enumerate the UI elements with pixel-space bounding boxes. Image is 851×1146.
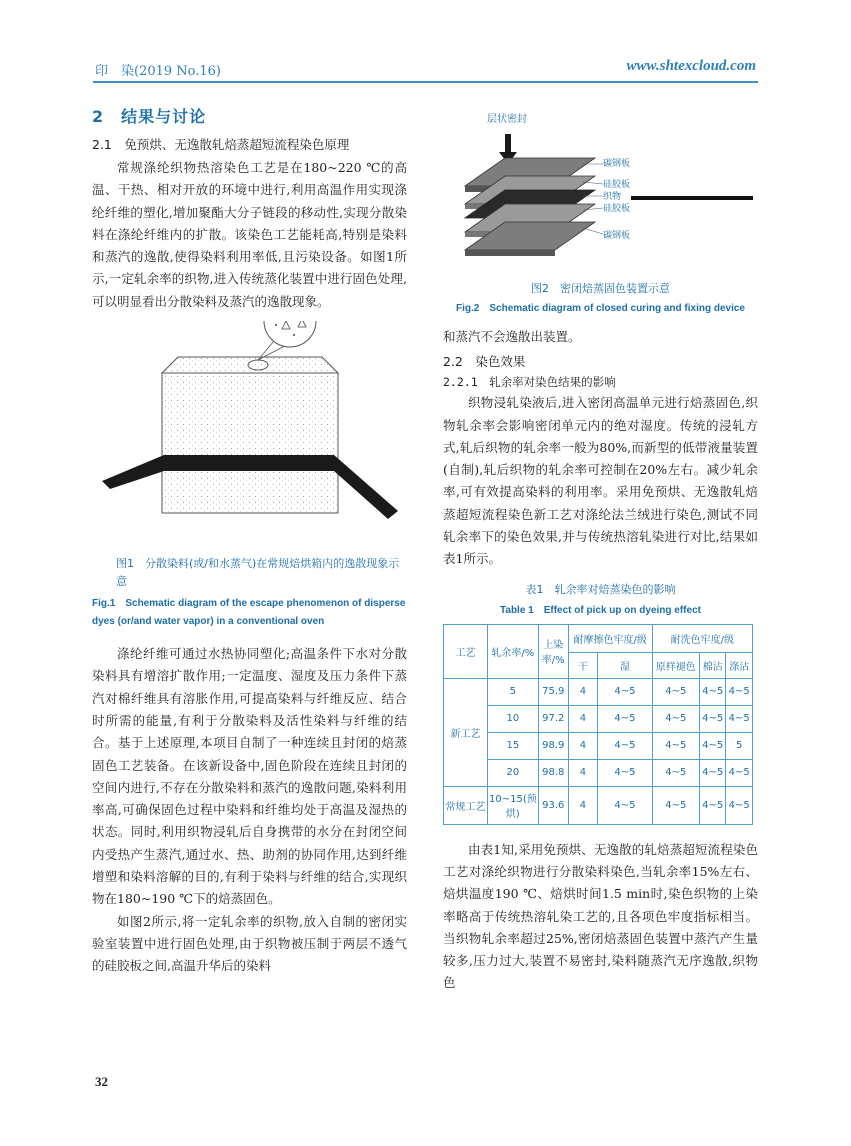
right-column [443,108,758,995]
table-row [444,732,753,759]
table-header: 耐洗色牢度/级 [652,624,752,652]
paragraph: 涤纶纤维可通过水热协同塑化;高温条件下水对分散染料具有增溶扩散作用;一定温度、湿度及压力条件下蒸汽对棉纤维具有溶胀作用,可提高染料与纤维反应、结合时所需的能量,有利于分散染料及活性染料与纤维的结合。基于上述原理,本项目自制了一种连续且封闭的焙蒸固色工艺装备。在该新设备中,固色阶段在连续且封闭的空间内进行,不存在分散染料和蒸汽的逸散问题,染料利用率高,可确保固色过程中染料和纤维均处于高温及湿热的状态。同时,利用织物浸轧后自身携带的水分在封闭空间内受热产生蒸汽,通过水、热、助剂的协同作用,达到纤维增塑和染料溶解的目的,有利于染料与纤维的结合,实现织物在180~190 ℃下的焙蒸固色。 [92,646,407,907]
table-cell: 4 [568,759,597,786]
table-1-caption-cn: 表1 轧余率对焙蒸染色的影响 [525,582,676,596]
table-header: 干 [568,652,597,678]
silicone-plate-label: 硅胶板 [603,180,631,190]
table-cell: 20 [488,759,539,786]
table-cell: 4~5 [699,705,726,732]
paragraph: 由表1知,采用免预烘、无逸散的轧焙蒸超短流程染色工艺对涤纶织物进行分散染料染色,当轧余率15%左右、焙烘温度190 ℃、焙烘时间1.5 min时,染色织物的上染率略高于传统热溶轧染工艺的,且各项色牢度指标相当。当织物轧余率超过25%,密闭焙蒸固色装置中蒸汽产生量较多,压力过大,装置不易密封,染料随蒸汽无序逸散,织物色 [443,841,758,991]
table-cell: 4~5 [598,678,653,705]
table-cell: 10~15(预烘) [488,786,539,824]
journal-header: 印 染(2019 No.16) [95,64,222,79]
left-column [92,96,407,978]
table-cell: 4~5 [652,678,699,705]
table-1 [443,624,753,825]
table-cell: 98.8 [538,759,568,786]
table-cell: 4~5 [726,786,753,824]
table-row [444,759,753,786]
page-number: 32 [95,1074,108,1089]
table-cell: 10 [488,705,539,732]
paragraph: 织物浸轧染液后,进入密闭高温单元进行焙蒸固色,织物轧余率会影响密闭单元内的绝对湿度。传统的浸轧方式,轧后织物的轧余率一般为80%,而新型的低带液量装置(自制),轧后织物的轧余率可控制在20%左右。减少轧余率,可有效提高染料的利用率。采用免预烘、无逸散轧焙蒸超短流程染色新工艺对涤纶法兰绒进行染色,测试不同轧余率下的染色效果,并与传统热溶轧染进行对比,结果如表1所示。 [443,395,758,567]
website-header[interactable]: www.shtexcloud.com [626,58,756,74]
table-cell: 4~5 [699,759,726,786]
table-cell: 4~5 [726,705,753,732]
paragraph: 如图2所示,将一定轧余率的织物,放入自制的密闭实验室装置中进行固色处理,由于织物被压制于两层不透气的硅胶板之间,高温升华后的染料 [92,913,407,974]
table-cell: 4~5 [652,759,699,786]
table-cell: 4~5 [652,786,699,824]
table-cell: 4~5 [652,732,699,759]
table-header: 轧余率/% [488,624,539,678]
table-cell: 常规工艺 [444,786,488,824]
table-header: 原样褪色 [652,652,699,678]
closed-device-diagram [443,108,758,268]
header-rule [93,81,758,83]
silicone-plate-label: 硅胶板 [603,204,631,214]
table-cell: 4~5 [598,705,653,732]
table-1-caption-en: Table 1 Effect of pick up on dyeing effect [500,604,701,616]
table-header: 上染率/% [538,624,568,678]
table-body-new [444,678,753,786]
table-cell: 75.9 [538,678,568,705]
table-header: 涤沾 [726,652,753,678]
figure-2-caption-en: Fig.2 Schematic diagram of closed curing and fixing device [456,303,745,314]
table-cell: 15 [488,732,539,759]
seal-label: 层状密封 [487,114,527,125]
table-cell: 4 [568,786,597,824]
table-cell: 5 [726,732,753,759]
figure-2 [443,108,758,268]
table-header: 工艺 [444,624,488,678]
section-title: 2 结果与讨论 [92,107,207,126]
table-cell: 4~5 [699,786,726,824]
table-cell: 4 [568,732,597,759]
table-cell: 98.9 [538,732,568,759]
table-cell: 4~5 [598,732,653,759]
table-cell: 4 [568,705,597,732]
figure-2-caption-cn: 图2 密闭焙蒸固色装置示意 [531,282,670,295]
table-row [444,786,753,824]
table-header: 棉沾 [699,652,726,678]
steel-plate-label: 碳钢板 [603,159,631,169]
paragraph: 和蒸汽不会逸散出装置。 [443,329,581,344]
table-cell: 4~5 [598,759,653,786]
table-row [444,705,753,732]
subsection-title: 2.1 免预烘、无逸散轧焙蒸超短流程染色原理 [92,137,350,152]
table-cell: 93.6 [538,786,568,824]
oven-diagram [92,321,407,541]
table-header: 湿 [598,652,653,678]
table-cell: 4~5 [699,732,726,759]
table-cell: 4~5 [726,678,753,705]
table-cell: 97.2 [538,705,568,732]
table-header: 耐摩擦色牢度/级 [568,624,652,652]
figure-1 [92,321,407,541]
table-cell: 5 [488,678,539,705]
table-row [444,678,753,705]
fabric-label: 织物 [603,192,622,202]
table-cell: 4~5 [598,786,653,824]
figure-1-caption-en: Fig.1 Schematic diagram of the escape phenomenon of disperse dyes (or/and water vapor) in a conventional oven [92,598,406,628]
paragraph: 常规涤纶织物热溶染色工艺是在180~220 ℃的高温、干热、相对开放的环境中进行,利用高温作用实现涤纶纤维的塑化,增加聚酯大分子链段的移动性,实现分散染料在涤纶纤维内的扩散。该染色工艺能耗高,特别是染料和蒸汽的逸散,使得染料利用率低,且污染设备。如图1所示,一定轧余率的织物,进入传统蒸化装置中进行固色处理,可以明显看出分散染料及蒸汽的逸散现象。 [92,160,407,309]
table-cell: 4~5 [726,759,753,786]
table-cell: 4~5 [699,678,726,705]
steel-plate-label: 碳钢板 [603,231,631,241]
subsubsection-title: 2.2.1 轧余率对染色结果的影响 [443,375,616,390]
table-cell: 4~5 [652,705,699,732]
subsection-title: 2.2 染色效果 [443,354,526,370]
table-cell: 新工艺 [444,678,488,786]
table-cell: 4 [568,678,597,705]
figure-1-caption-cn: 图1 分散染料(或/和水蒸气)在常规焙烘箱内的逸散现象示意 [116,557,400,589]
